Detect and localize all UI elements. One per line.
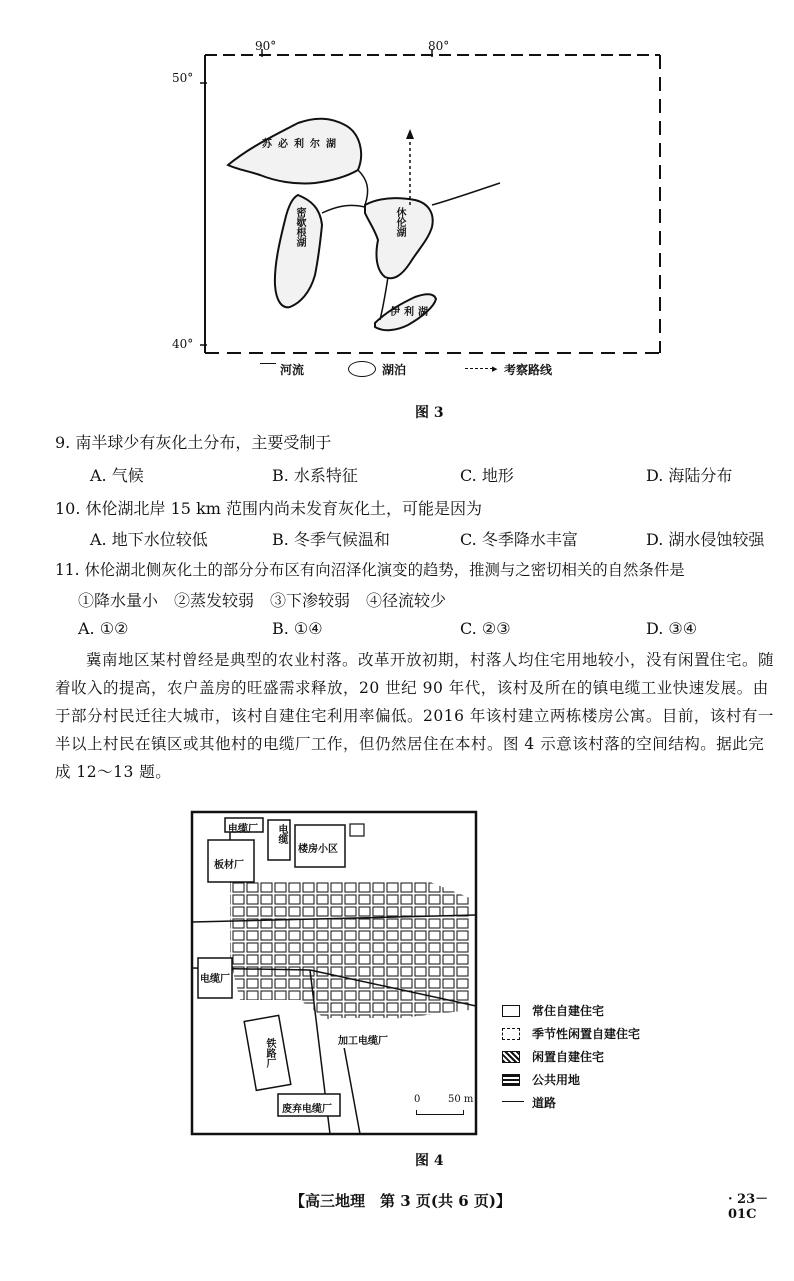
lake-erie-label: 伊利湖 (390, 307, 432, 318)
abandoned-factory-label: 废弃电缆厂 (282, 1104, 332, 1115)
q11-option-c: C. ②③ (460, 619, 511, 638)
legend-seasonal-housing: 季节性闲置自建住宅 (532, 1027, 641, 1041)
processing-cable-factory-label: 加工电缆厂 (338, 1036, 388, 1047)
q9-option-c: C. 地形 (460, 466, 514, 485)
paper-code: · 23－01C (728, 1192, 769, 1222)
apartment-label: 楼房小区 (298, 844, 338, 855)
lon-label-90: 90° (255, 39, 277, 53)
scale-zero: 0 (414, 1094, 421, 1105)
legend-idle-housing: 闲置自建住宅 (532, 1050, 605, 1064)
legend-swatch-public (502, 1074, 520, 1086)
figure-3 (170, 35, 670, 385)
lake-superior-label: 苏必利尔湖 (262, 139, 342, 150)
q10-option-c: C. 冬季降水丰富 (460, 530, 578, 549)
legend-swatch-idle (502, 1051, 520, 1063)
legend-river: 河流 (280, 363, 305, 377)
lake-huron-label: 休伦湖 (394, 207, 405, 237)
q9-option-a: A. 气候 (90, 466, 144, 485)
page-footer: 【高三地理 第 3 页(共 6 页)】 (290, 1192, 511, 1210)
q10-option-a: A. 地下水位较低 (90, 530, 208, 549)
lat-label-50: 50° (172, 71, 194, 85)
route-arrow-icon: ▸ (492, 362, 498, 375)
q11-option-b: B. ①④ (272, 619, 323, 638)
passage-12-13: 冀南地区某村曾经是典型的农业村落。改革开放初期，村落人均住宅用地较小，没有闲置住宅。随着收入的提高，农户盖房的旺盛需求释放，20 世纪 90 年代，该村及所在的镇电缆工业快速发展。由于部分村民迁往大城市，该村自建住宅利用率偏低。2016 年该村建立两栋楼房公寓。目前，该村有一半以上村民在镇区或其他村的电缆厂工作，但仍然居住在本村。图 4 示意该村落的空间结构。据此完成 12～13 题。 (55, 651, 775, 781)
q9-option-d: D. 海陆分布 (646, 466, 733, 485)
fig3-caption: 图 3 (415, 405, 444, 421)
q11-option-d: D. ③④ (646, 619, 698, 638)
legend-resident-housing: 常住自建住宅 (532, 1004, 605, 1018)
legend-lake: 湖泊 (382, 363, 407, 377)
legend-road: 道路 (532, 1096, 557, 1110)
legend-swatch-seasonal (502, 1028, 520, 1040)
river-legend-line (260, 363, 276, 364)
great-lakes-map (170, 35, 670, 385)
question-9-stem: 9. 南半球少有灰化土分布，主要受制于 (55, 433, 332, 452)
scale-end: 50 m (448, 1094, 474, 1105)
fig4-caption: 图 4 (415, 1153, 444, 1169)
lat-label-40: 40° (172, 337, 194, 351)
cable-factory-label: 电缆厂 (200, 974, 230, 985)
route-legend-line (465, 368, 493, 369)
legend-public-land: 公共用地 (532, 1073, 581, 1087)
question-11-stem: 11. 休伦湖北侧灰化土的部分分布区有向沼泽化演变的趋势，推测与之密切相关的自然条件是 (55, 561, 685, 579)
lake-legend-ellipse (348, 361, 376, 377)
fig4-legend (502, 1002, 702, 1112)
lake-michigan-label: 密歇根湖 (294, 207, 305, 247)
scale-bar (416, 1110, 464, 1115)
q10-option-d: D. 湖水侵蚀较强 (646, 530, 765, 549)
legend-route: 考察路线 (504, 363, 553, 377)
figure-4 (190, 810, 480, 1138)
legend-swatch-resident (502, 1005, 520, 1017)
rail-factory-label: 铁路厂 (264, 1038, 275, 1068)
q11-conditions: ①降水量小 ②蒸发较弱 ③下渗较弱 ④径流较少 (78, 591, 447, 610)
q11-option-a: A. ①② (78, 619, 129, 638)
question-10-stem: 10. 休伦湖北岸 15 km 范围内尚未发育灰化土，可能是因为 (55, 499, 483, 518)
fig3-legend (260, 361, 660, 381)
q9-option-b: B. 水系特征 (272, 466, 358, 485)
factory-label-a: 电缆厂 (228, 824, 258, 835)
legend-swatch-road (502, 1101, 524, 1102)
q10-option-b: B. 冬季气候温和 (272, 530, 390, 549)
factory-label-b: 电缆 (276, 824, 287, 844)
lon-label-80: 80° (428, 39, 450, 53)
board-factory-label: 板材厂 (214, 860, 244, 871)
